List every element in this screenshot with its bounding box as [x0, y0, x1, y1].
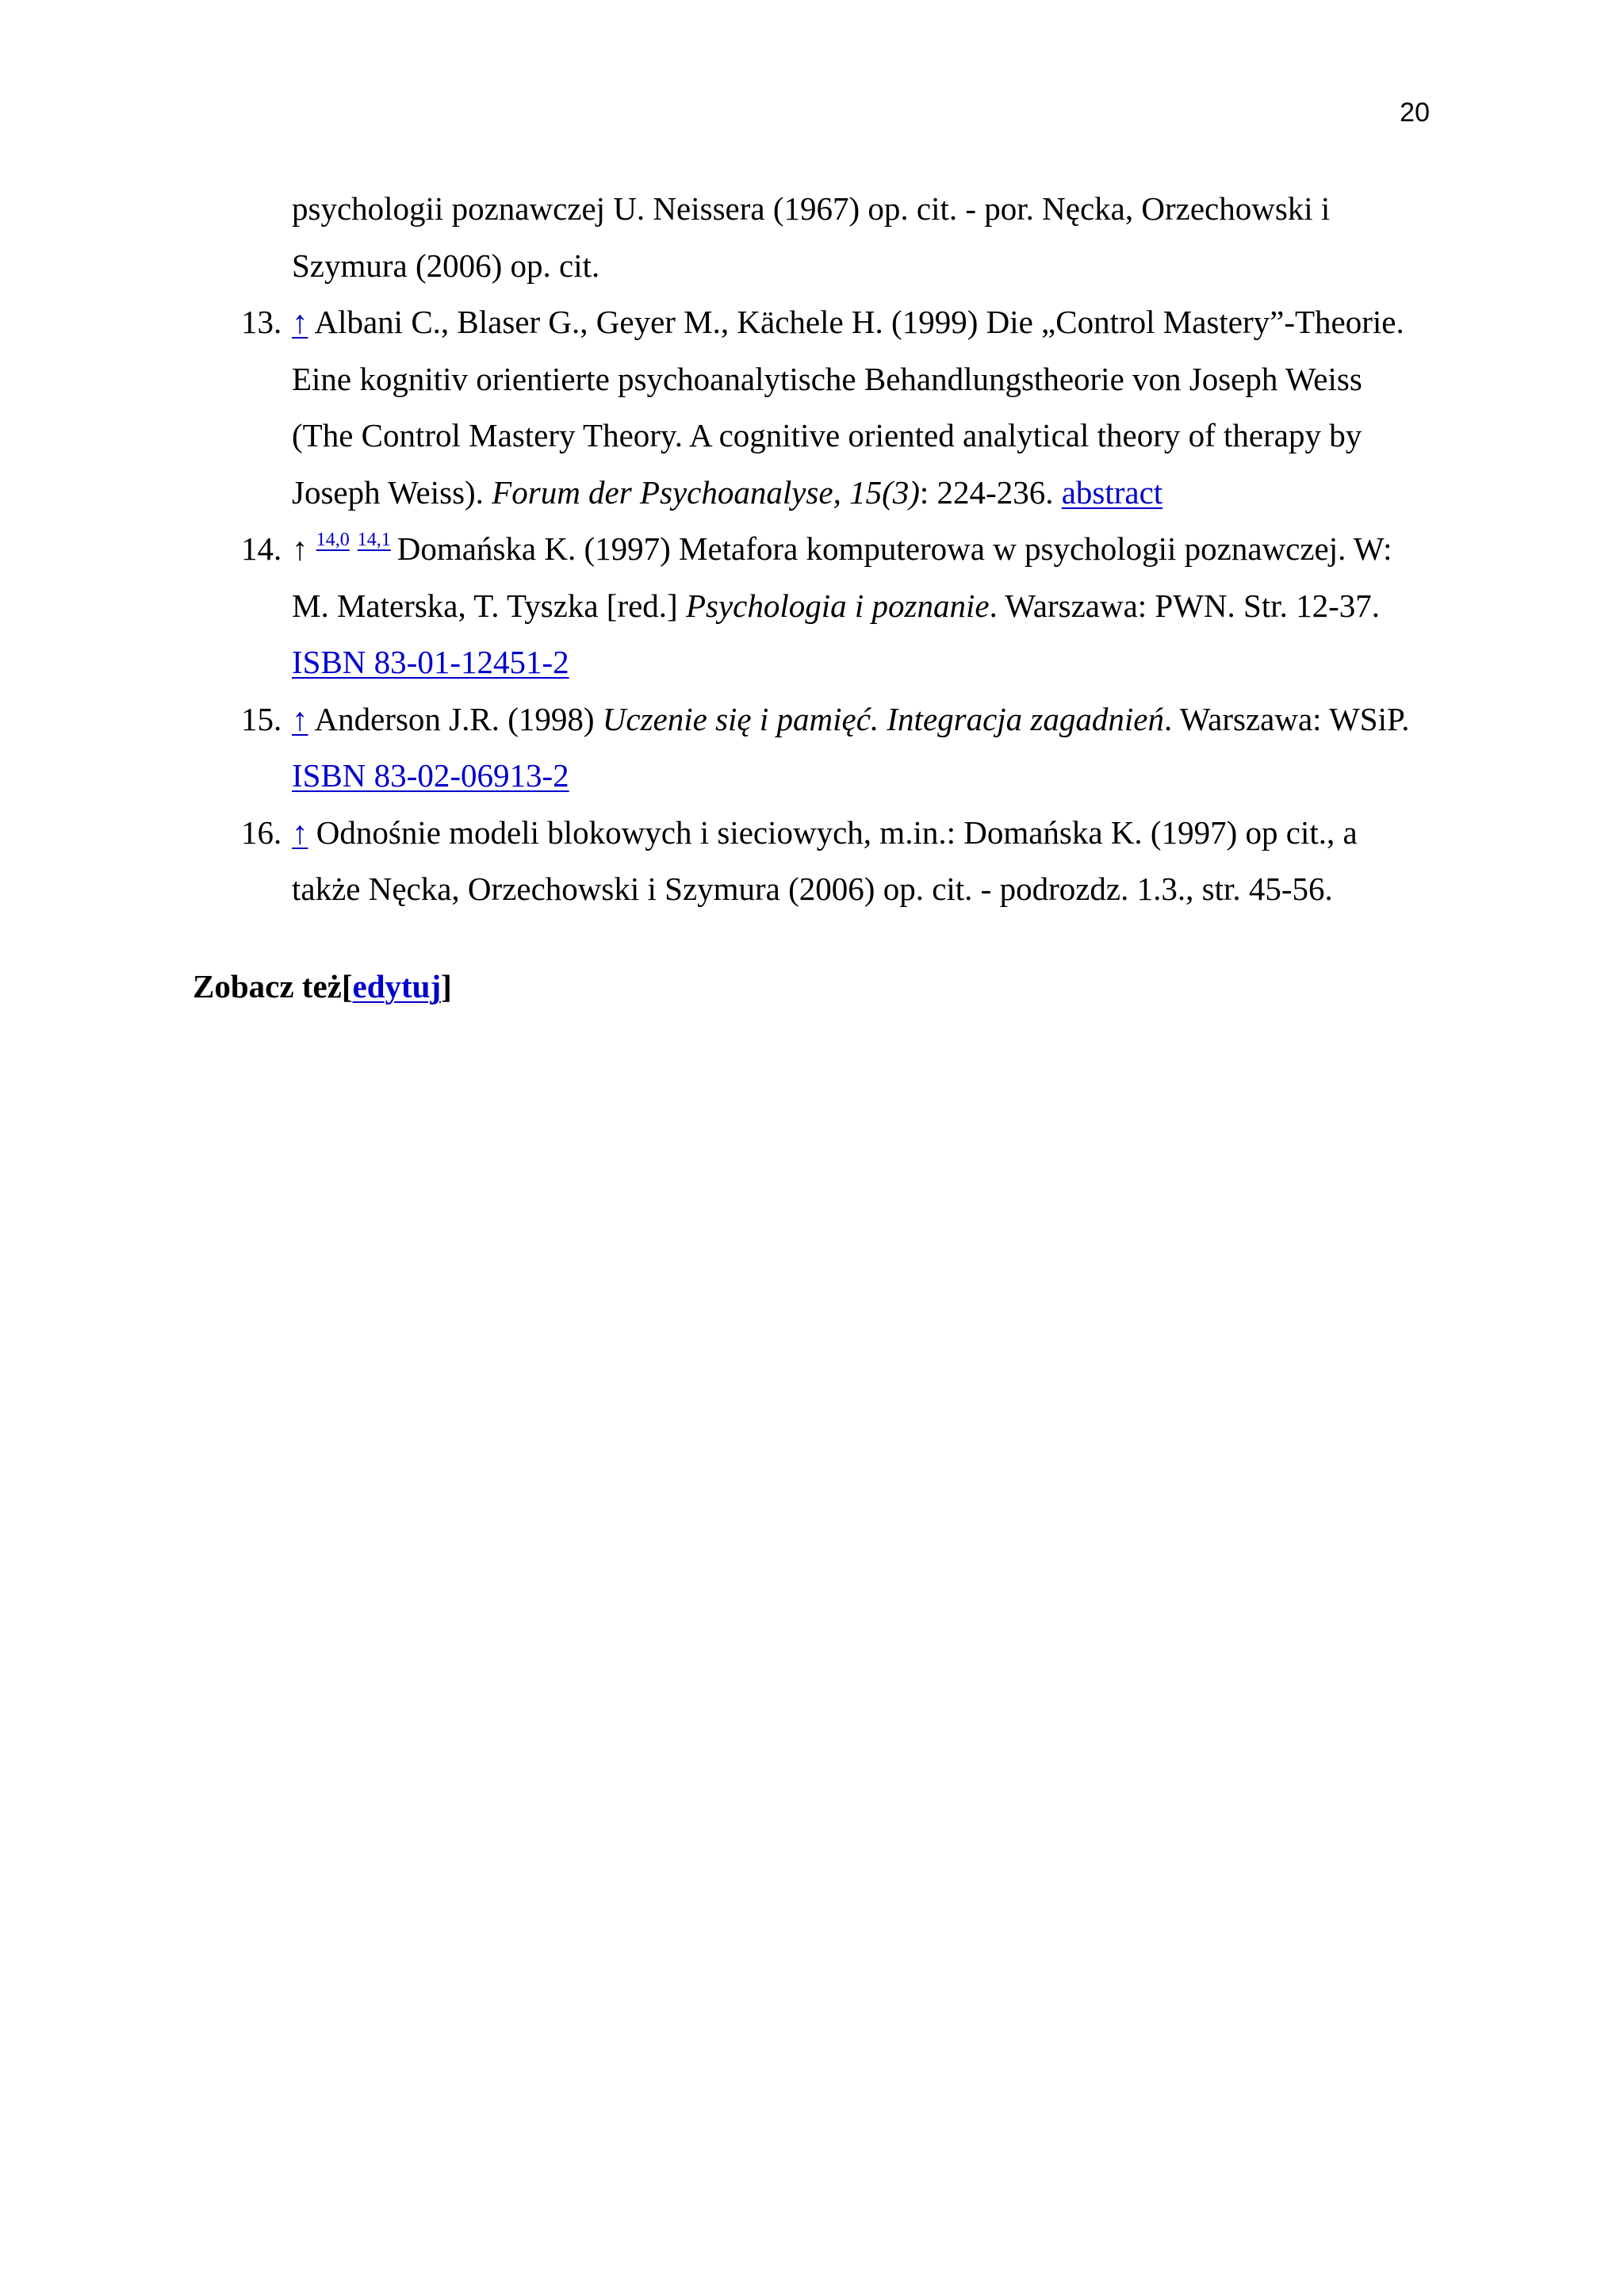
- reference-text: (The Control Mastery Theory. A cognitive oriented analytical theory of therapy by: [292, 417, 1362, 453]
- isbn-link[interactable]: ISBN 83-02-06913-2: [292, 757, 569, 794]
- reference-14-line: [241, 634, 1431, 691]
- reference-text: M. Materska, T. Tyszka [red.]: [292, 587, 686, 624]
- journal-title: Forum der Psychoanalyse, 15(3): [492, 473, 920, 511]
- bracket-close: ]: [441, 968, 452, 1004]
- see-also-heading: [193, 962, 452, 1010]
- book-title: Psychologia i poznanie: [685, 587, 990, 624]
- reference-text: Anderson J.R. (1998): [308, 700, 603, 737]
- backlink-14-0[interactable]: 14,0: [316, 530, 350, 550]
- backlink-arrow-icon[interactable]: ↑: [292, 700, 308, 737]
- reference-text: także Nęcka, Orzechowski i Szymura (2006) op. cit. - podrozdz. 1.3., str. 45-56.: [292, 871, 1333, 907]
- backlink-14-1[interactable]: 14,1: [357, 530, 391, 550]
- reference-14-line: [241, 578, 1431, 635]
- reference-text: . Warszawa: PWN. Str. 12-37.: [989, 587, 1381, 624]
- reference-13: [241, 294, 1431, 351]
- reference-text: Domańska K. (1997) Metafora komputerowa w psychologii poznawczej. W:: [396, 530, 1392, 567]
- book-title: Uczenie się i pamięć. Integracja zagadnień: [602, 700, 1164, 737]
- reference-15-line: [241, 748, 1431, 805]
- reference-12-continuation: [241, 181, 1431, 238]
- reference-16-line: [241, 861, 1431, 918]
- reference-text: : 224-236.: [919, 473, 1062, 511]
- backlink-arrow-icon[interactable]: ↑: [292, 813, 308, 851]
- abstract-link[interactable]: abstract: [1061, 473, 1163, 511]
- reference-13-line: [241, 351, 1431, 408]
- reference-16: [241, 805, 1431, 862]
- backlink-arrow-icon[interactable]: ↑: [292, 304, 308, 340]
- reference-text: . Warszawa: WSiP.: [1163, 700, 1410, 737]
- backlink-arrow-icon: ↑: [292, 530, 316, 567]
- reference-text: Szymura (2006) op. cit.: [292, 247, 600, 284]
- reference-text: Joseph Weiss).: [292, 473, 492, 511]
- reference-number: 14.: [241, 530, 282, 567]
- reference-text: Eine kognitiv orientierte psychoanalytische Behandlungstheorie von Joseph Weiss: [292, 360, 1362, 397]
- reference-text: Albani C., Blaser G., Geyer M., Kächele H. (1999) Die „Control Mastery”-Theorie.: [308, 304, 1404, 340]
- reference-number: 15.: [241, 700, 282, 737]
- reference-text: psychologii poznawczej U. Neissera (1967) op. cit. - por. Nęcka, Orzechowski i: [292, 190, 1331, 227]
- reference-14: [241, 521, 1431, 578]
- reference-number: 16.: [241, 813, 282, 851]
- reference-15: [241, 691, 1431, 748]
- reference-text: Odnośnie modeli blokowych i sieciowych, m.in.: Domańska K. (1997) op cit., a: [308, 813, 1358, 851]
- reference-13-line: [241, 465, 1431, 522]
- references-list: [241, 181, 1431, 918]
- bracket-open: [: [341, 968, 353, 1004]
- reference-13-line: [241, 408, 1431, 465]
- page-number: 20: [1400, 98, 1430, 128]
- reference-12-continuation: [241, 238, 1431, 295]
- edit-section-link[interactable]: edytuj: [352, 968, 442, 1004]
- section-title: Zobacz też: [193, 968, 342, 1004]
- isbn-link[interactable]: ISBN 83-01-12451-2: [292, 644, 569, 680]
- reference-number: 13.: [241, 304, 282, 340]
